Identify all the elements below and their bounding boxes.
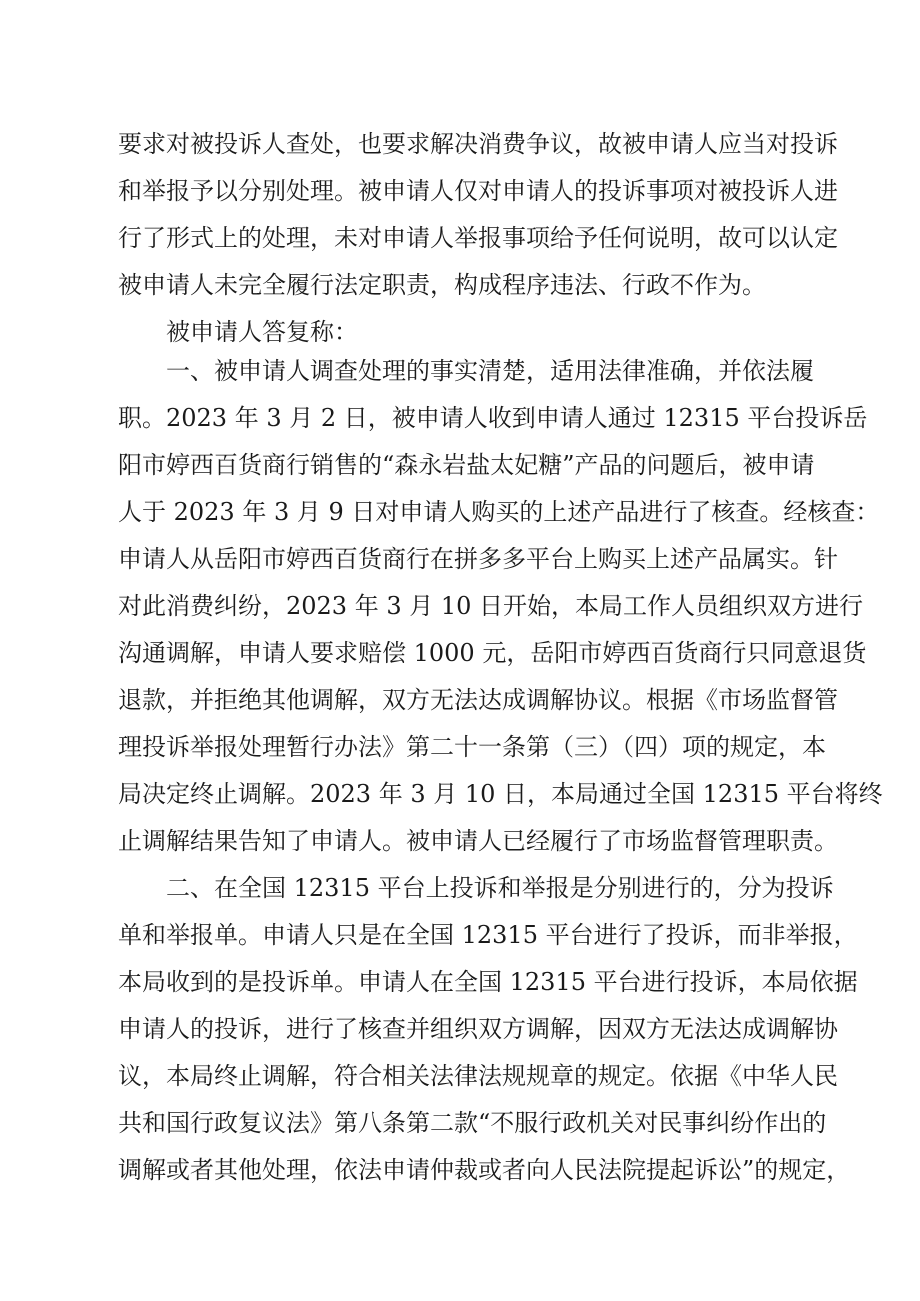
- text-line: 要求对被投诉人查处，也要求解决消费争议，故被申请人应当对投诉: [118, 130, 838, 158]
- text-line: 本局收到的是投诉单。申请人在全国 12315 平台进行投诉，本局依据: [118, 968, 858, 996]
- text-line: 对此消费纠纷，2023 年 3 月 10 日开始，本局工作人员组织双方进行: [118, 592, 864, 620]
- text-line: 行了形式上的处理，未对申请人举报事项给予任何说明，故可以认定: [118, 224, 838, 252]
- text-line: 职。2023 年 3 月 2 日，被申请人收到申请人通过 12315 平台投诉岳: [118, 404, 868, 432]
- paragraph-start: 二、在全国 12315 平台上投诉和举报是分别进行的，分为投诉: [166, 874, 834, 902]
- text-line: 被申请人未完全履行法定职责，构成程序违法、行政不作为。: [118, 271, 766, 299]
- text-line: 和举报予以分别处理。被申请人仅对申请人的投诉事项对被投诉人进: [118, 177, 838, 205]
- text-line: 退款，并拒绝其他调解，双方无法达成调解协议。根据《市场监督管: [118, 686, 838, 714]
- text-line: 申请人的投诉，进行了核查并组织双方调解，因双方无法达成调解协: [118, 1015, 838, 1043]
- paragraph-start: 一、被申请人调查处理的事实清楚，适用法律准确，并依法履: [166, 357, 814, 385]
- text-line: 阳市婷西百货商行销售的“森永岩盐太妃糖”产品的问题后，被申请: [118, 451, 815, 479]
- text-line: 人于 2023 年 3 月 9 日对申请人购买的上述产品进行了核查。经核查：: [118, 498, 880, 526]
- text-line: 申请人从岳阳市婷西百货商行在拼多多平台上购买上述产品属实。针: [118, 545, 838, 573]
- text-line: 沟通调解，申请人要求赔偿 1000 元，岳阳市婷西百货商行只同意退货: [118, 639, 867, 667]
- text-line: 共和国行政复议法》第八条第二款“不服行政机关对民事纠纷作出的: [118, 1109, 827, 1137]
- text-line: 调解或者其他处理，依法申请仲裁或者向人民法院提起诉讼”的规定，: [118, 1156, 851, 1184]
- text-line: 理投诉举报处理暂行办法》第二十一条第（三）（四）项的规定，本: [118, 733, 826, 761]
- text-line: 被申请人答复称：: [166, 318, 358, 346]
- text-line: 议，本局终止调解，符合相关法律法规规章的规定。依据《中华人民: [118, 1062, 838, 1090]
- text-line: 单和举报单。申请人只是在全国 12315 平台进行了投诉，而非举报，: [118, 921, 858, 949]
- text-line: 局决定终止调解。2023 年 3 月 10 日，本局通过全国 12315 平台将终: [118, 780, 883, 808]
- text-line: 止调解结果告知了申请人。被申请人已经履行了市场监督管理职责。: [118, 827, 838, 855]
